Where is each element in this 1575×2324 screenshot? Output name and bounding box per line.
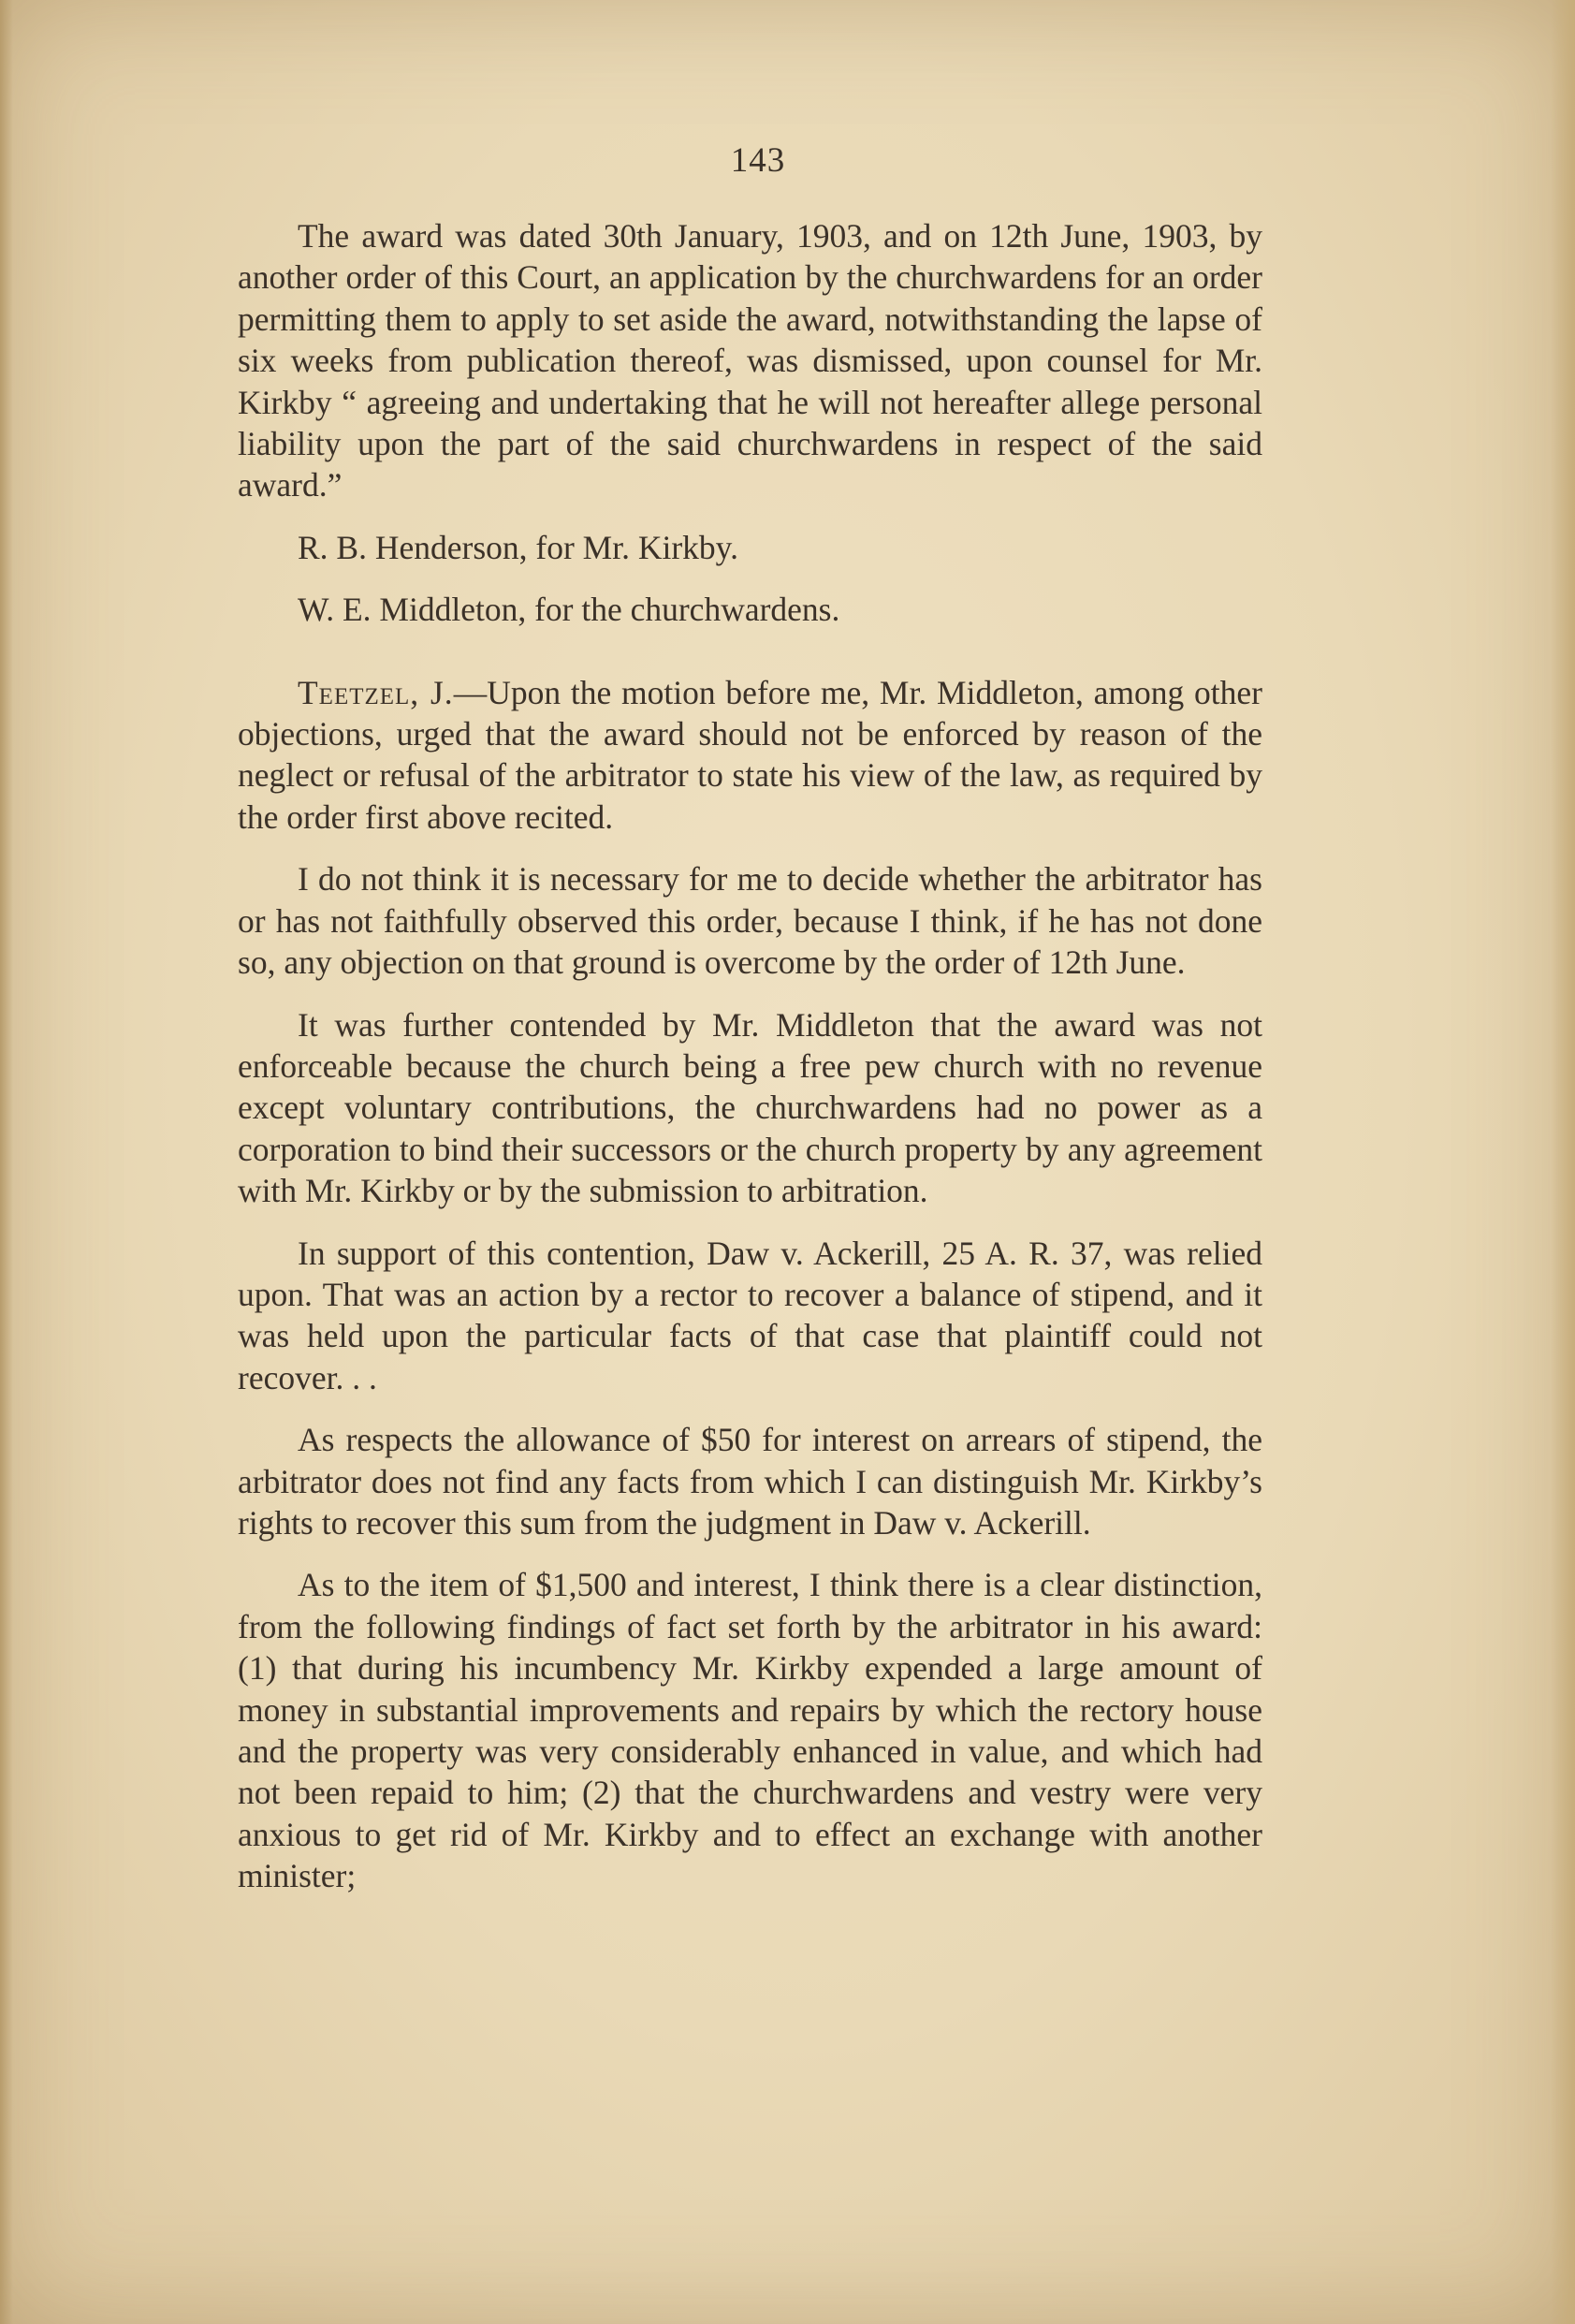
paragraph-enforceability-contention: It was further contended by Mr. Middleton that the award was not enforceable because the church being a free pew church with no revenue except voluntary contributions, the churchwardens had no power as a corporation to bind their successors or the church property by any agreement with Mr. Kirkby or by the submission to arbitration. (238, 1005, 1262, 1210)
paragraph-interest-allowance: As respects the allowance of $50 for interest on arrears of stipend, the arbitrator does not find any facts from which I can distinguish Mr. Kirkby’s rights to recover this sum from the judgment in Daw v. Ackerill. (238, 1421, 1262, 1542)
paragraph-counsel-henderson: R. B. Henderson, for Mr. Kirkby. (298, 528, 738, 566)
paragraph-award-history: The award was dated 30th January, 1903, and on 12th June, 1903, by another order of this Court, an application by the churchwardens for an order permitting them to apply to set aside the award, notwithstanding the lapse of six weeks from publication thereof, was dismissed, upon counsel for Mr. Kirkby “ agreeing and undertaking that he will not hereafter allege personal liability upon the part of the said churchwardens in respect of the said award.” (238, 217, 1262, 504)
paragraph-judgment-opening (238, 672, 1262, 839)
judgment-opening-text: —Upon the motion before me, Mr. Middleton, among other objections, urged that the award should not be enforced by reason of the neglect or refusal of the arbitrator to state his view of the law, as required by the order first above recited. (238, 673, 1262, 836)
page-number: 143 (730, 141, 786, 180)
judge-name: Teetzel, J. (298, 673, 454, 711)
paragraph-order-observance: I do not think it is necessary for me to decide whether the arbitrator has or has not faithfully observed this order, because I think, if he has not done so, any objection on that ground is overcome by the order of 12th June. (238, 860, 1262, 982)
page-right-edge (1551, 0, 1575, 2324)
page-left-edge (0, 0, 13, 2324)
body-text (238, 215, 1262, 1918)
paragraph-item-distinction: As to the item of $1,500 and interest, I think there is a clear distinction, from the following findings of fact set forth by the arbitrator in his award: (1) that during his incumbency Mr. Kirkby expended a large amount of money in substantial improvements and repairs by which the rectory house and the property was very considerably enhanced in value, and which had not been repaid to him; (2) that the churchwardens and vestry were very anxious to get rid of Mr. Kirkby and to effect an exchange with another minister; (238, 1566, 1262, 1895)
paragraph-counsel-middleton: W. E. Middleton, for the churchwardens. (298, 591, 840, 629)
paragraph-daw-v-ackerill: In support of this contention, Daw v. Ackerill, 25 A. R. 37, was relied upon. That was an action by a rector to recover a balance of stipend, and it was held upon the particular facts of that case that plaintiff could not recover. . . (238, 1234, 1262, 1396)
